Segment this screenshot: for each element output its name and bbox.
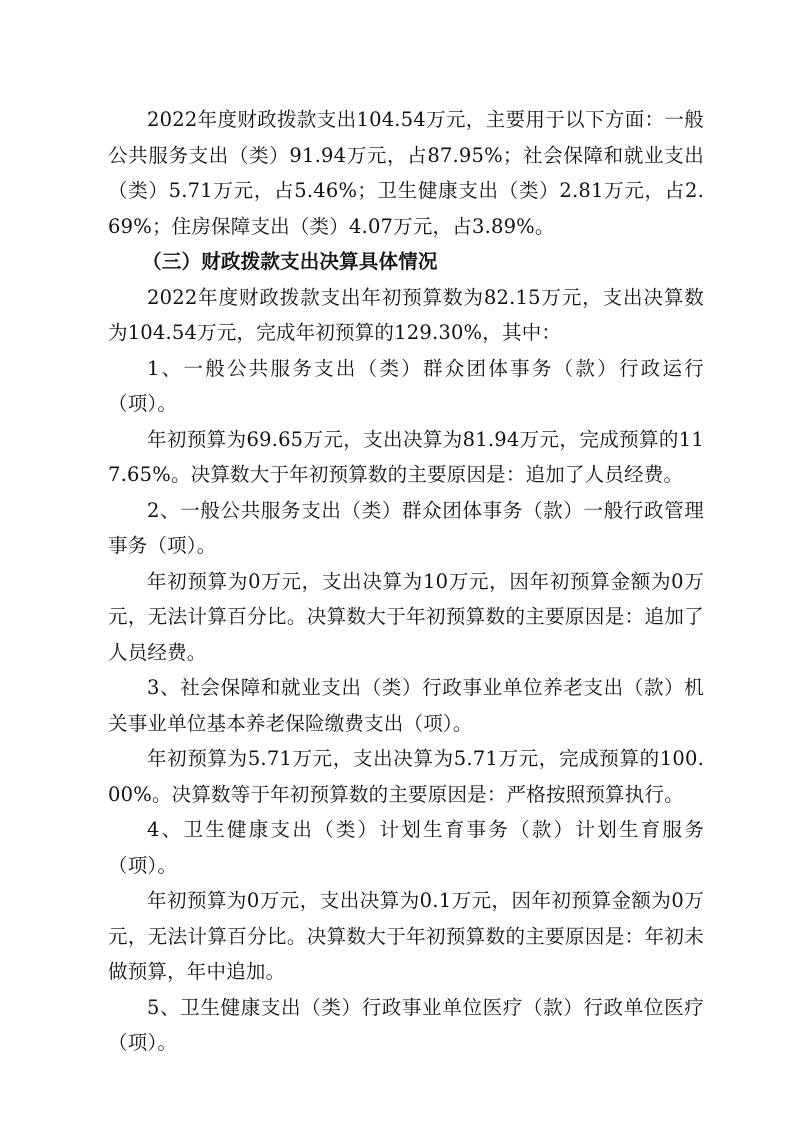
- item-4-detail: 年初预算为0万元，支出决算为0.1万元，因年初预算金额为0万元，无法计算百分比。决算数大于年初预算数的主要原因是：年初未做预算，年中追加。: [108, 889, 704, 983]
- paragraph-overview: 2022年度财政拨款支出年初预算数为82.15万元，支出决算数为104.54万元，完成年初预算的129.30%，其中：: [108, 285, 704, 344]
- item-1-title: 1、一般公共服务支出（类）群众团体事务（款）行政运行（项）。: [108, 356, 704, 415]
- section-heading: （三）财政拨款支出决算具体情况: [142, 250, 438, 273]
- item-3-title: 3、社会保障和就业支出（类）行政事业单位养老支出（款）机关事业单位基本养老保险缴费支出（项）。: [108, 676, 704, 735]
- item-2-title: 2、一般公共服务支出（类）群众团体事务（款）一般行政管理事务（项）。: [108, 498, 704, 557]
- item-5-title: 5、卫生健康支出（类）行政事业单位医疗（款）行政单位医疗（项）。: [108, 995, 704, 1054]
- item-2-detail: 年初预算为0万元，支出决算为10万元，因年初预算金额为0万元，无法计算百分比。决算数大于年初预算数的主要原因是：追加了人员经费。: [108, 569, 704, 664]
- paragraph-summary: 2022年度财政拨款支出104.54万元，主要用于以下方面：一般公共服务支出（类）91.94万元，占87.95%；社会保障和就业支出（类）5.71万元，占5.46%；卫生健康支出（类）2.81万元，占2.69%；住房保障支出（类）4.07万元，占3.89%。: [108, 108, 704, 238]
- item-4-title: 4、卫生健康支出（类）计划生育事务（款）计划生育服务（项）。: [108, 818, 704, 877]
- item-1-detail: 年初预算为69.65万元，支出决算为81.94万元，完成预算的117.65%。决算数大于年初预算数的主要原因是：追加了人员经费。: [108, 427, 704, 486]
- item-3-detail: 年初预算为5.71万元，支出决算为5.71万元，完成预算的100.00%。决算数等于年初预算数的主要原因是：严格按照预算执行。: [108, 747, 704, 806]
- document-body: [108, 102, 704, 1061]
